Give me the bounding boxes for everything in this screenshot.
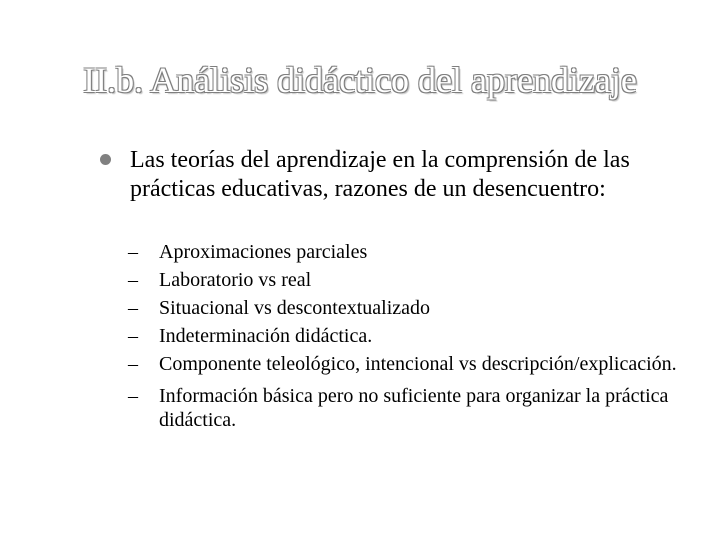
main-bullet-text: Las teorías del aprendizaje en la comprensión de las prácticas educativas, razones de un desencuentro:: [130, 147, 630, 202]
list-item: [128, 296, 708, 320]
list-item: [128, 324, 708, 348]
list-item-text: Indeterminación didáctica.: [159, 325, 373, 347]
list-item-text: Laboratorio vs real: [159, 269, 312, 291]
dash-icon: –: [128, 385, 138, 407]
list-item-text: Componente teleológico, intencional vs descripción/explicación.: [159, 353, 677, 375]
list-item: [128, 268, 708, 292]
dash-icon: –: [128, 241, 138, 263]
sub-bullet-list: [128, 240, 708, 440]
list-item: [128, 384, 708, 432]
dash-icon: –: [128, 269, 138, 291]
slide-title: II.b. Análisis didáctico del aprendizaje: [83, 60, 637, 100]
list-item-text: Aproximaciones parciales: [159, 241, 368, 263]
dash-icon: –: [128, 297, 138, 319]
list-item-text: Información básica pero no suficiente para organizar la práctica didáctica.: [159, 385, 669, 431]
dash-icon: –: [128, 325, 138, 347]
list-item: [128, 240, 708, 264]
list-item-text: Situacional vs descontextualizado: [159, 297, 431, 319]
dash-icon: –: [128, 353, 138, 375]
bullet-dot-icon: [100, 154, 111, 165]
list-item: [128, 352, 708, 376]
